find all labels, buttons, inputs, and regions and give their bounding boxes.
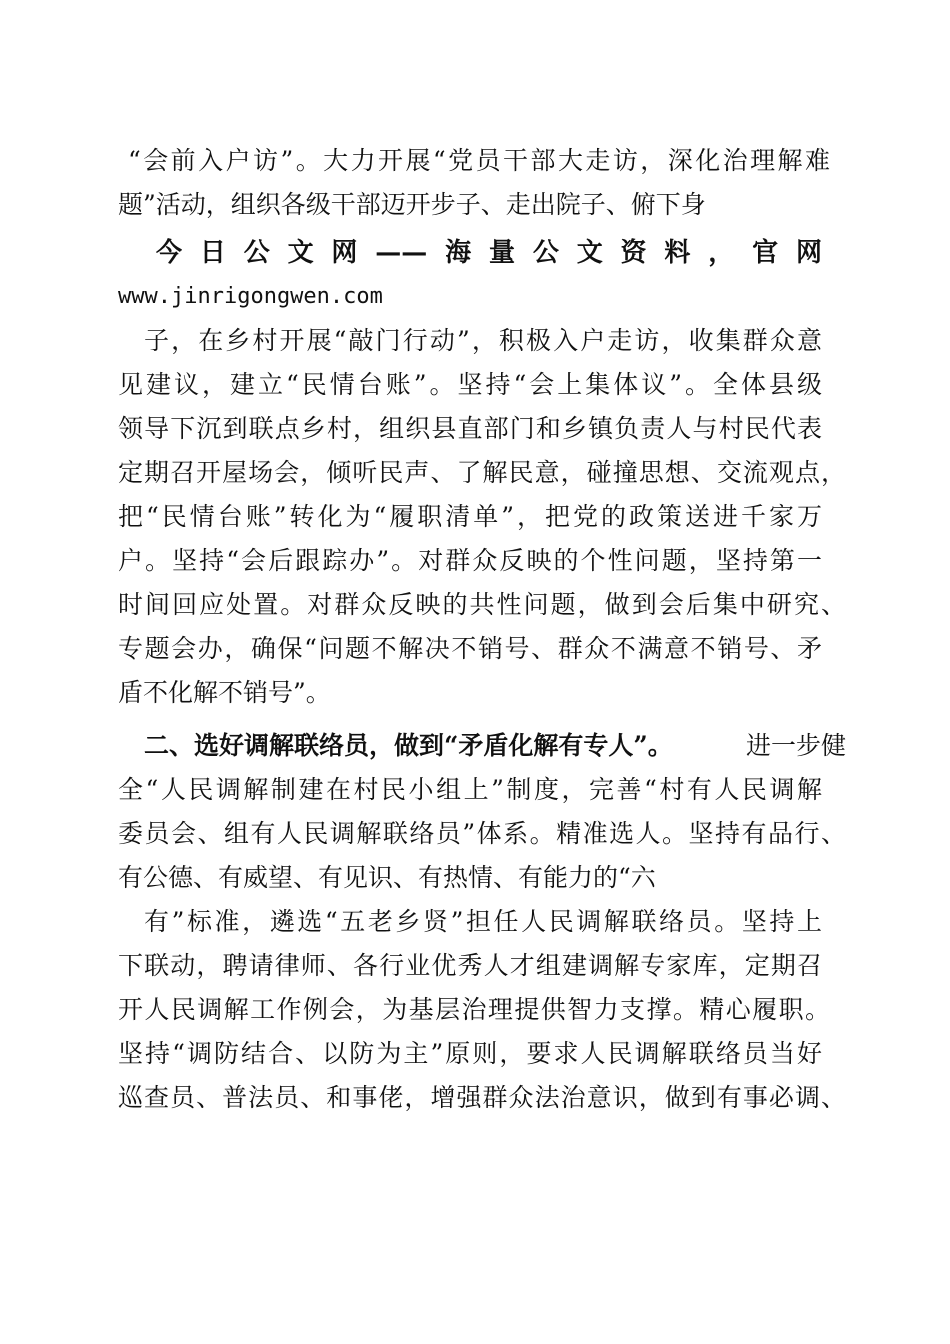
body-line: “会前入户访”。大力开展“党员干部大走访，深化治理解难 bbox=[128, 146, 830, 175]
body-line: 户。坚持“会后跟踪办”。对群众反映的个性问题，坚持第一 bbox=[118, 546, 822, 575]
body-line: 全“人民调解制建在村民小组上”制度，完善“村有人民调解 bbox=[118, 775, 822, 804]
body-line: 专题会办，确保“问题不解决不销号、群众不满意不销号、矛 bbox=[118, 634, 822, 663]
body-line: 委员会、组有人民调解联络员”体系。精准选人。坚持有品行、 bbox=[118, 819, 846, 848]
body-line: 见建议，建立“民情台账”。坚持“会上集体议”。全体县级 bbox=[118, 370, 822, 399]
body-line: 有公德、有威望、有见识、有热情、有能力的“六 bbox=[118, 863, 656, 892]
body-line: 开人民调解工作例会，为基层治理提供智力支撑。精心履职。 bbox=[118, 995, 830, 1024]
body-line: 题”活动，组织各级干部迈开步子、走出院子、俯下身 bbox=[118, 190, 706, 219]
body-line: 有”标准，遴选“五老乡贤”担任人民调解联络员。坚持上 bbox=[144, 907, 822, 936]
body-line: 时间回应处置。对群众反映的共性问题，做到会后集中研究、 bbox=[118, 590, 846, 619]
section-heading-line bbox=[144, 731, 846, 761]
body-line: 下联动，聘请律师、各行业优秀人才组建调解专家库，定期召 bbox=[118, 951, 822, 980]
body-text: 进一步健 bbox=[745, 731, 846, 760]
body-line: 巡查员、普法员、和事佬，增强群众法治意识，做到有事必调、 bbox=[118, 1083, 846, 1112]
body-line: 把“民情台账”转化为“履职清单”，把党的政策送进千家万 bbox=[118, 502, 822, 531]
watermark-title: 今日公文网——海量公文资料，官网 bbox=[156, 238, 822, 268]
website-url[interactable]: www.jinrigongwen.com bbox=[118, 284, 383, 309]
body-line: 盾不化解不销号”。 bbox=[118, 678, 331, 707]
section-heading: 二、选好调解联络员，做到“矛盾化解有专人”。 bbox=[144, 731, 673, 760]
body-line: 子，在乡村开展“敲门行动”，积极入户走访，收集群众意 bbox=[144, 326, 822, 355]
body-line: 坚持“调防结合、以防为主”原则，要求人民调解联络员当好 bbox=[118, 1039, 822, 1068]
body-line: 定期召开屋场会，倾听民声、了解民意，碰撞思想、交流观点， bbox=[118, 458, 846, 487]
body-line: 领导下沉到联点乡村，组织县直部门和乡镇负责人与村民代表 bbox=[118, 414, 822, 443]
